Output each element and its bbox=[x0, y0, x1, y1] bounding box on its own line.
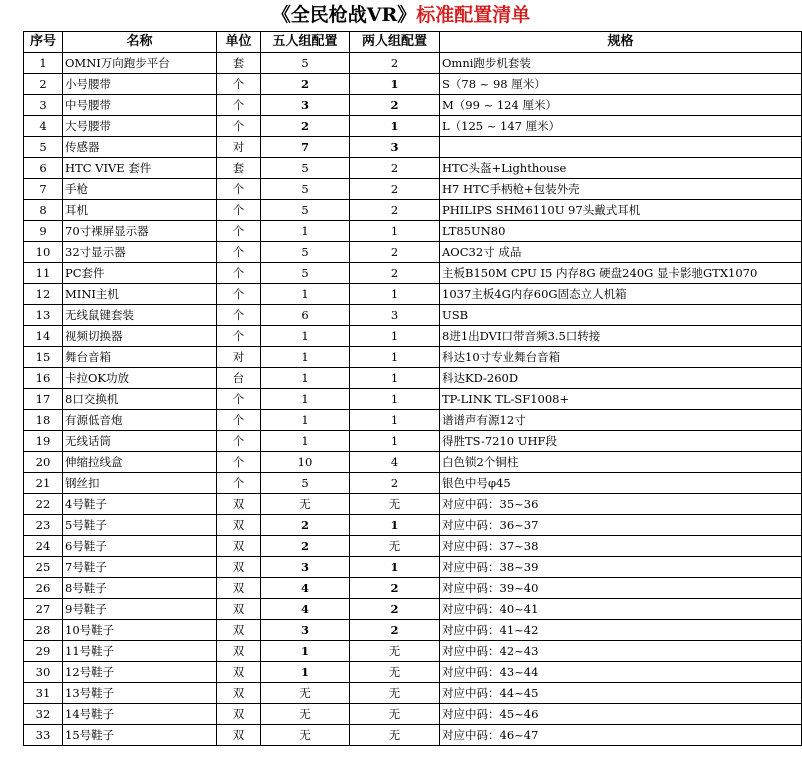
cell-five-person: 5 bbox=[261, 242, 350, 263]
config-table bbox=[23, 31, 802, 746]
cell-name: 耳机 bbox=[63, 200, 217, 221]
cell-no: 29 bbox=[24, 641, 63, 662]
cell-two-person: 1 bbox=[350, 326, 440, 347]
cell-two-person: 2 bbox=[350, 179, 440, 200]
table-row bbox=[24, 452, 802, 473]
cell-unit: 对 bbox=[217, 347, 261, 368]
table-row bbox=[24, 179, 802, 200]
cell-name: MINI主机 bbox=[63, 284, 217, 305]
table-row bbox=[24, 347, 802, 368]
cell-unit: 个 bbox=[217, 305, 261, 326]
cell-spec: S（78 ~ 98 厘米） bbox=[440, 74, 802, 95]
cell-unit: 个 bbox=[217, 242, 261, 263]
cell-unit: 双 bbox=[217, 494, 261, 515]
cell-five-person: 1 bbox=[261, 347, 350, 368]
cell-five-person: 5 bbox=[261, 53, 350, 74]
table-row bbox=[24, 410, 802, 431]
table-row bbox=[24, 95, 802, 116]
cell-name: 传感器 bbox=[63, 137, 217, 158]
cell-no: 26 bbox=[24, 578, 63, 599]
cell-no: 15 bbox=[24, 347, 63, 368]
cell-spec: USB bbox=[440, 305, 802, 326]
cell-five-person: 2 bbox=[261, 116, 350, 137]
cell-name: 7号鞋子 bbox=[63, 557, 217, 578]
cell-no: 33 bbox=[24, 725, 63, 746]
cell-name: 有源低音炮 bbox=[63, 410, 217, 431]
cell-no: 16 bbox=[24, 368, 63, 389]
cell-name: 小号腰带 bbox=[63, 74, 217, 95]
cell-name: 70寸裸屏显示器 bbox=[63, 221, 217, 242]
cell-spec: AOC32寸 成品 bbox=[440, 242, 802, 263]
cell-two-person: 无 bbox=[350, 494, 440, 515]
table-row bbox=[24, 158, 802, 179]
cell-no: 17 bbox=[24, 389, 63, 410]
cell-five-person: 无 bbox=[261, 704, 350, 725]
cell-no: 6 bbox=[24, 158, 63, 179]
cell-spec: 对应中码：37~38 bbox=[440, 536, 802, 557]
cell-name: 卡拉OK功放 bbox=[63, 368, 217, 389]
cell-five-person: 1 bbox=[261, 368, 350, 389]
table-row bbox=[24, 704, 802, 725]
cell-name: 无线鼠键套装 bbox=[63, 305, 217, 326]
cell-no: 31 bbox=[24, 683, 63, 704]
cell-no: 30 bbox=[24, 662, 63, 683]
cell-spec: Omni跑步机套装 bbox=[440, 53, 802, 74]
table-row bbox=[24, 263, 802, 284]
table-row bbox=[24, 326, 802, 347]
cell-unit: 台 bbox=[217, 368, 261, 389]
cell-name: OMNI万向跑步平台 bbox=[63, 53, 217, 74]
cell-name: 中号腰带 bbox=[63, 95, 217, 116]
cell-no: 2 bbox=[24, 74, 63, 95]
cell-spec: 得胜TS-7210 UHF段 bbox=[440, 431, 802, 452]
cell-unit: 个 bbox=[217, 221, 261, 242]
document-title bbox=[0, 0, 802, 30]
cell-five-person: 1 bbox=[261, 662, 350, 683]
cell-spec: 主板B150M CPU I5 内存8G 硬盘240G 显卡影驰GTX1070 bbox=[440, 263, 802, 284]
cell-no: 12 bbox=[24, 284, 63, 305]
cell-five-person: 5 bbox=[261, 179, 350, 200]
table-row bbox=[24, 431, 802, 452]
cell-no: 27 bbox=[24, 599, 63, 620]
cell-name: 4号鞋子 bbox=[63, 494, 217, 515]
cell-unit: 个 bbox=[217, 326, 261, 347]
table-row bbox=[24, 74, 802, 95]
cell-two-person: 3 bbox=[350, 137, 440, 158]
cell-spec: TP-LINK TL-SF1008+ bbox=[440, 389, 802, 410]
cell-five-person: 5 bbox=[261, 263, 350, 284]
cell-two-person: 2 bbox=[350, 620, 440, 641]
cell-five-person: 4 bbox=[261, 578, 350, 599]
table-row bbox=[24, 368, 802, 389]
cell-two-person: 2 bbox=[350, 263, 440, 284]
cell-two-person: 2 bbox=[350, 200, 440, 221]
cell-two-person: 2 bbox=[350, 599, 440, 620]
cell-two-person: 1 bbox=[350, 431, 440, 452]
cell-unit: 个 bbox=[217, 410, 261, 431]
cell-unit: 双 bbox=[217, 578, 261, 599]
cell-two-person: 1 bbox=[350, 368, 440, 389]
cell-no: 20 bbox=[24, 452, 63, 473]
cell-spec: 对应中码：44~45 bbox=[440, 683, 802, 704]
cell-no: 24 bbox=[24, 536, 63, 557]
header-five-person: 五人组配置 bbox=[261, 32, 350, 53]
cell-unit: 个 bbox=[217, 473, 261, 494]
table-row bbox=[24, 284, 802, 305]
cell-two-person: 1 bbox=[350, 347, 440, 368]
cell-spec: 科达KD-260D bbox=[440, 368, 802, 389]
cell-name: 15号鞋子 bbox=[63, 725, 217, 746]
cell-no: 19 bbox=[24, 431, 63, 452]
cell-no: 21 bbox=[24, 473, 63, 494]
cell-five-person: 无 bbox=[261, 683, 350, 704]
cell-spec: 对应中码：45~46 bbox=[440, 704, 802, 725]
cell-two-person: 1 bbox=[350, 74, 440, 95]
cell-spec: 对应中码：42~43 bbox=[440, 641, 802, 662]
cell-unit: 个 bbox=[217, 74, 261, 95]
cell-name: 舞台音箱 bbox=[63, 347, 217, 368]
cell-name: 5号鞋子 bbox=[63, 515, 217, 536]
cell-five-person: 2 bbox=[261, 536, 350, 557]
title-game-name: 《全民枪战VR》 bbox=[271, 4, 417, 26]
cell-name: 无线话筒 bbox=[63, 431, 217, 452]
cell-spec: L（125 ~ 147 厘米） bbox=[440, 116, 802, 137]
cell-spec: 谱谱声有源12寸 bbox=[440, 410, 802, 431]
cell-no: 13 bbox=[24, 305, 63, 326]
title-list-name: 标准配置清单 bbox=[416, 4, 531, 26]
cell-name: PC套件 bbox=[63, 263, 217, 284]
table-row bbox=[24, 683, 802, 704]
cell-two-person: 2 bbox=[350, 578, 440, 599]
cell-two-person: 1 bbox=[350, 557, 440, 578]
cell-two-person: 2 bbox=[350, 242, 440, 263]
cell-five-person: 4 bbox=[261, 599, 350, 620]
cell-no: 4 bbox=[24, 116, 63, 137]
cell-spec: H7 HTC手柄枪+包装外壳 bbox=[440, 179, 802, 200]
table-row bbox=[24, 662, 802, 683]
cell-name: 12号鞋子 bbox=[63, 662, 217, 683]
cell-no: 23 bbox=[24, 515, 63, 536]
cell-five-person: 1 bbox=[261, 410, 350, 431]
cell-five-person: 1 bbox=[261, 221, 350, 242]
header-no: 序号 bbox=[24, 32, 63, 53]
cell-five-person: 2 bbox=[261, 74, 350, 95]
cell-five-person: 6 bbox=[261, 305, 350, 326]
cell-spec: M（99 ~ 124 厘米） bbox=[440, 95, 802, 116]
cell-unit: 个 bbox=[217, 95, 261, 116]
cell-unit: 对 bbox=[217, 137, 261, 158]
cell-unit: 双 bbox=[217, 683, 261, 704]
cell-unit: 套 bbox=[217, 158, 261, 179]
cell-unit: 个 bbox=[217, 263, 261, 284]
cell-unit: 套 bbox=[217, 53, 261, 74]
cell-unit: 双 bbox=[217, 704, 261, 725]
table-row bbox=[24, 620, 802, 641]
cell-unit: 双 bbox=[217, 599, 261, 620]
header-spec: 规格 bbox=[440, 32, 802, 53]
cell-unit: 双 bbox=[217, 557, 261, 578]
cell-five-person: 5 bbox=[261, 473, 350, 494]
cell-two-person: 无 bbox=[350, 662, 440, 683]
header-two-person: 两人组配置 bbox=[350, 32, 440, 53]
cell-two-person: 2 bbox=[350, 473, 440, 494]
cell-no: 8 bbox=[24, 200, 63, 221]
cell-unit: 双 bbox=[217, 725, 261, 746]
cell-name: 14号鞋子 bbox=[63, 704, 217, 725]
cell-name: 6号鞋子 bbox=[63, 536, 217, 557]
table-row bbox=[24, 641, 802, 662]
cell-unit: 双 bbox=[217, 662, 261, 683]
cell-no: 28 bbox=[24, 620, 63, 641]
cell-spec: 科达10寸专业舞台音箱 bbox=[440, 347, 802, 368]
cell-spec: 8进1出DVI口带音频3.5口转接 bbox=[440, 326, 802, 347]
cell-five-person: 1 bbox=[261, 431, 350, 452]
table-header-row bbox=[24, 32, 802, 53]
cell-name: 伸缩拉线盒 bbox=[63, 452, 217, 473]
cell-two-person: 无 bbox=[350, 704, 440, 725]
cell-spec: 白色锁2个铜柱 bbox=[440, 452, 802, 473]
cell-name: 10号鞋子 bbox=[63, 620, 217, 641]
cell-unit: 个 bbox=[217, 179, 261, 200]
cell-name: 大号腰带 bbox=[63, 116, 217, 137]
cell-unit: 个 bbox=[217, 284, 261, 305]
table-row bbox=[24, 200, 802, 221]
table-row bbox=[24, 305, 802, 326]
table-row bbox=[24, 473, 802, 494]
cell-no: 9 bbox=[24, 221, 63, 242]
table-row bbox=[24, 725, 802, 746]
cell-two-person: 1 bbox=[350, 284, 440, 305]
cell-name: 手枪 bbox=[63, 179, 217, 200]
cell-five-person: 5 bbox=[261, 200, 350, 221]
cell-five-person: 3 bbox=[261, 95, 350, 116]
cell-no: 5 bbox=[24, 137, 63, 158]
table-row bbox=[24, 578, 802, 599]
cell-no: 3 bbox=[24, 95, 63, 116]
table-row bbox=[24, 389, 802, 410]
cell-two-person: 无 bbox=[350, 725, 440, 746]
cell-spec bbox=[440, 137, 802, 158]
cell-five-person: 无 bbox=[261, 494, 350, 515]
table-row bbox=[24, 221, 802, 242]
cell-name: 13号鞋子 bbox=[63, 683, 217, 704]
cell-two-person: 2 bbox=[350, 95, 440, 116]
cell-spec: 对应中码：39~40 bbox=[440, 578, 802, 599]
cell-name: 视频切换器 bbox=[63, 326, 217, 347]
cell-two-person: 1 bbox=[350, 389, 440, 410]
cell-name: 9号鞋子 bbox=[63, 599, 217, 620]
cell-no: 11 bbox=[24, 263, 63, 284]
cell-two-person: 无 bbox=[350, 683, 440, 704]
cell-spec: 银色中号φ45 bbox=[440, 473, 802, 494]
cell-five-person: 3 bbox=[261, 557, 350, 578]
cell-unit: 双 bbox=[217, 536, 261, 557]
header-unit: 单位 bbox=[217, 32, 261, 53]
cell-unit: 双 bbox=[217, 515, 261, 536]
cell-five-person: 1 bbox=[261, 641, 350, 662]
cell-spec: 对应中码：46~47 bbox=[440, 725, 802, 746]
table-row bbox=[24, 494, 802, 515]
cell-five-person: 1 bbox=[261, 284, 350, 305]
cell-no: 14 bbox=[24, 326, 63, 347]
cell-no: 7 bbox=[24, 179, 63, 200]
cell-name: 钢丝扣 bbox=[63, 473, 217, 494]
cell-name: 32寸显示器 bbox=[63, 242, 217, 263]
cell-spec: HTC头盔+Lighthouse bbox=[440, 158, 802, 179]
cell-no: 25 bbox=[24, 557, 63, 578]
table-row bbox=[24, 599, 802, 620]
cell-five-person: 7 bbox=[261, 137, 350, 158]
cell-five-person: 1 bbox=[261, 389, 350, 410]
cell-two-person: 1 bbox=[350, 410, 440, 431]
cell-two-person: 1 bbox=[350, 515, 440, 536]
cell-name: 8口交换机 bbox=[63, 389, 217, 410]
cell-five-person: 2 bbox=[261, 515, 350, 536]
cell-five-person: 10 bbox=[261, 452, 350, 473]
cell-unit: 个 bbox=[217, 389, 261, 410]
cell-two-person: 2 bbox=[350, 53, 440, 74]
table-row bbox=[24, 242, 802, 263]
cell-spec: 对应中码：36~37 bbox=[440, 515, 802, 536]
cell-two-person: 1 bbox=[350, 116, 440, 137]
cell-unit: 个 bbox=[217, 116, 261, 137]
cell-two-person: 1 bbox=[350, 221, 440, 242]
cell-spec: 对应中码：41~42 bbox=[440, 620, 802, 641]
cell-five-person: 5 bbox=[261, 158, 350, 179]
cell-two-person: 无 bbox=[350, 536, 440, 557]
cell-spec: LT85UN80 bbox=[440, 221, 802, 242]
cell-spec: 对应中码：43~44 bbox=[440, 662, 802, 683]
cell-unit: 个 bbox=[217, 452, 261, 473]
cell-two-person: 4 bbox=[350, 452, 440, 473]
cell-spec: 1037主板4G内存60G固态立人机箱 bbox=[440, 284, 802, 305]
cell-two-person: 无 bbox=[350, 641, 440, 662]
cell-two-person: 3 bbox=[350, 305, 440, 326]
cell-unit: 个 bbox=[217, 200, 261, 221]
cell-no: 1 bbox=[24, 53, 63, 74]
cell-five-person: 3 bbox=[261, 620, 350, 641]
cell-unit: 双 bbox=[217, 641, 261, 662]
cell-no: 18 bbox=[24, 410, 63, 431]
cell-name: 11号鞋子 bbox=[63, 641, 217, 662]
table-row bbox=[24, 557, 802, 578]
cell-five-person: 1 bbox=[261, 326, 350, 347]
cell-spec: 对应中码：40~41 bbox=[440, 599, 802, 620]
cell-unit: 双 bbox=[217, 620, 261, 641]
cell-name: 8号鞋子 bbox=[63, 578, 217, 599]
cell-no: 10 bbox=[24, 242, 63, 263]
cell-no: 32 bbox=[24, 704, 63, 725]
cell-spec: PHILIPS SHM6110U 97头戴式耳机 bbox=[440, 200, 802, 221]
table-row bbox=[24, 137, 802, 158]
table-row bbox=[24, 515, 802, 536]
header-name: 名称 bbox=[63, 32, 217, 53]
cell-no: 22 bbox=[24, 494, 63, 515]
table-row bbox=[24, 116, 802, 137]
cell-five-person: 无 bbox=[261, 725, 350, 746]
table-row bbox=[24, 53, 802, 74]
cell-spec: 对应中码：38~39 bbox=[440, 557, 802, 578]
cell-spec: 对应中码：35~36 bbox=[440, 494, 802, 515]
cell-unit: 个 bbox=[217, 431, 261, 452]
cell-two-person: 2 bbox=[350, 158, 440, 179]
cell-name: HTC VIVE 套件 bbox=[63, 158, 217, 179]
table-row bbox=[24, 536, 802, 557]
